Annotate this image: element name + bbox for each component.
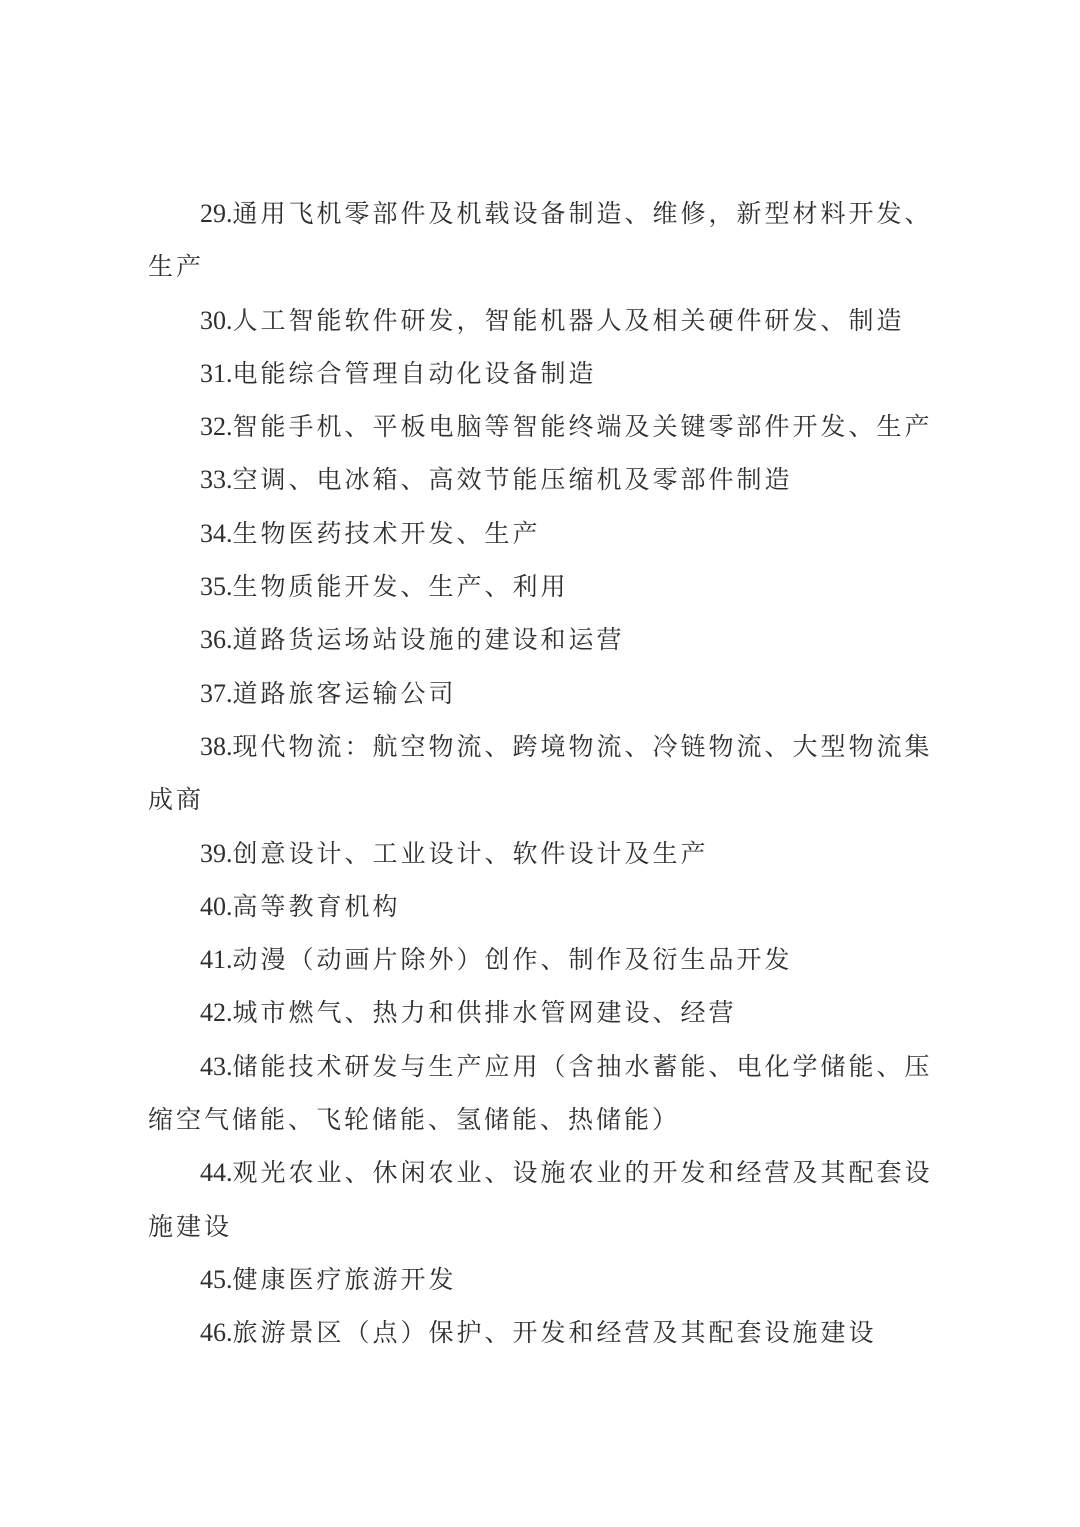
list-item xyxy=(148,347,934,400)
list-item xyxy=(148,560,934,613)
item-text: 生物质能开发、生产、利用 xyxy=(232,572,569,602)
list-item xyxy=(148,507,934,560)
item-text: 旅游景区（点）保护、开发和经营及其配套设施建设 xyxy=(232,1318,877,1348)
list-item xyxy=(148,294,934,347)
item-text: 道路旅客运输公司 xyxy=(232,678,457,708)
item-number: 30. xyxy=(200,305,233,335)
item-text: 观光农业、休闲农业、设施农业的开发和经营及其配套设施建设 xyxy=(148,1158,933,1241)
item-number: 29. xyxy=(200,199,233,228)
item-text: 道路货运场站设施的建设和运营 xyxy=(232,625,625,655)
item-text: 创意设计、工业设计、软件设计及生产 xyxy=(232,838,709,868)
item-text: 电能综合管理自动化设备制造 xyxy=(232,358,597,388)
item-text: 储能技术研发与生产应用（含抽水蓄能、电化学储能、压缩空气储能、飞轮储能、氢储能、热储能） xyxy=(148,1051,933,1135)
item-text: 空调、电冰箱、高效节能压缩机及零部件制造 xyxy=(232,465,793,495)
item-number: 32. xyxy=(200,412,233,442)
item-number: 46. xyxy=(200,1318,233,1348)
item-text: 高等教育机构 xyxy=(232,891,401,921)
catalog-list xyxy=(148,187,934,1360)
item-number: 36. xyxy=(200,625,233,655)
item-number: 41. xyxy=(200,945,233,975)
item-number: 33. xyxy=(200,465,233,495)
item-number: 44. xyxy=(200,1158,233,1188)
item-text: 动漫（动画片除外）创作、制作及衍生品开发 xyxy=(232,945,793,975)
item-number: 45. xyxy=(200,1264,233,1294)
item-text: 城市燃气、热力和供排水管网建设、经营 xyxy=(232,998,737,1028)
item-text: 人工智能软件研发，智能机器人及相关硬件研发、制造 xyxy=(232,305,905,335)
item-number: 37. xyxy=(200,678,233,708)
list-item xyxy=(148,933,934,986)
item-number: 43. xyxy=(200,1051,233,1081)
list-item xyxy=(148,720,934,827)
list-item xyxy=(148,453,934,506)
item-number: 42. xyxy=(200,998,233,1028)
item-number: 34. xyxy=(200,518,233,548)
item-number: 35. xyxy=(200,572,233,602)
item-text: 生物医药技术开发、生产 xyxy=(232,518,541,548)
item-text: 健康医疗旅游开发 xyxy=(232,1264,457,1294)
item-number: 38. xyxy=(200,731,233,761)
list-item xyxy=(148,187,934,294)
list-item xyxy=(148,400,934,453)
list-item xyxy=(148,880,934,933)
item-text: 通用飞机零部件及机载设备制造、维修，新型材料开发、生产 xyxy=(148,199,933,282)
list-item xyxy=(148,1253,934,1306)
list-item xyxy=(148,613,934,666)
item-text: 智能手机、平板电脑等智能终端及关键零部件开发、生产 xyxy=(232,412,933,442)
list-item xyxy=(148,1306,934,1359)
list-item xyxy=(148,667,934,720)
item-number: 40. xyxy=(200,891,233,921)
item-number: 31. xyxy=(200,358,233,388)
item-number: 39. xyxy=(200,838,233,868)
list-item xyxy=(148,1146,934,1253)
list-item xyxy=(148,986,934,1039)
list-item xyxy=(148,1040,934,1147)
item-text: 现代物流：航空物流、跨境物流、冷链物流、大型物流集成商 xyxy=(148,731,933,815)
list-item xyxy=(148,827,934,880)
